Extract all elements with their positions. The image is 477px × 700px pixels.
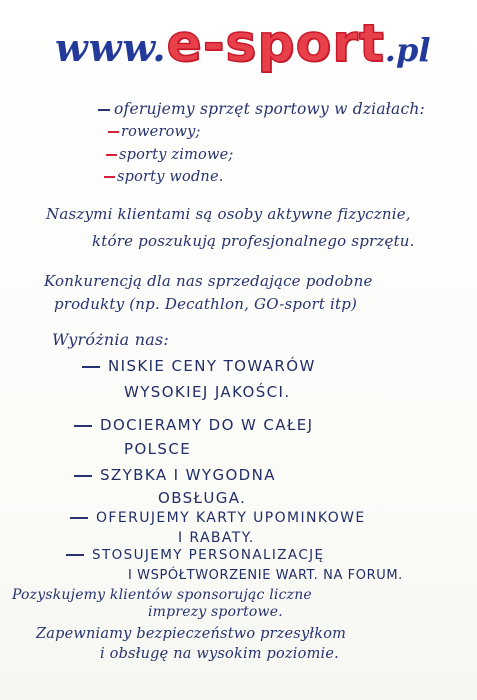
point-2-line-1 [74,416,313,434]
bullet-dash-red [108,131,119,133]
point-5-line-1 [66,547,324,563]
point-2-text-1: DOCIERAMY DO W CAŁEJ [100,416,314,434]
bullet-dash [82,366,100,368]
bullet-dash [70,517,88,519]
point-4-line-2: I RABATY. [178,530,255,546]
point-5-line-2: I WSPÓŁTWORZENIE WART. NA FORUM. [128,568,403,583]
point-3-line-2: OBSŁUGA. [158,489,247,507]
clients-line-2: które poszukują profesjonalnego sprzętu. [92,232,415,250]
competition-line-2: produkty (np. Decathlon, GO-sport itp) [54,295,358,313]
competition-line-1: Konkurencją dla nas sprzedające podobne [44,272,373,290]
point-5-text-1: STOSUJEMY PERSONALIZACJĘ [92,547,325,563]
sponsors-line-2: imprezy sportowe. [148,604,283,620]
point-1-line-1 [82,357,316,375]
offer-item-bikes: rowerowy; [121,124,201,140]
safety-line-2: i obsługę na wysokim poziomie. [100,646,339,662]
offer-intro: oferujemy sprzęt sportowy w działach: [114,100,425,118]
clients-line-1: Naszymi klientami są osoby aktywne fizycznie, [46,205,411,223]
bullet-dash [74,475,92,477]
offer-item-winter: sporty zimowe; [119,147,234,163]
title-www: www. [55,25,167,70]
offer-item [104,169,224,185]
offer-item-water: sporty wodne. [117,169,224,185]
bullet-dash-red [104,176,115,178]
bullet-dash-red [106,154,117,156]
bullet-dash [98,109,110,111]
point-3-line-1 [74,466,276,484]
website-title [55,14,430,84]
bullet-dash [66,554,84,556]
safety-line-1: Zapewniamy bezpieczeństwo przesyłkom [36,626,347,642]
title-brand: e-sport [166,14,385,74]
offer-intro-line [98,100,425,118]
point-1-text-1: NISKIE CENY TOWARÓW [108,357,316,375]
point-3-text-1: SZYBKA I WYGODNA [100,466,276,484]
point-1-line-2: WYSOKIEJ JAKOŚCI. [124,383,291,401]
point-2-line-2: POLSCE [124,440,192,458]
title-tld: .pl [384,31,431,69]
offer-item [108,124,201,140]
bullet-dash [74,425,92,427]
sponsors-line-1: Pozyskujemy klientów sponsorując liczne [12,587,312,603]
point-4-line-1 [70,510,366,526]
distinguishes-heading: Wyróżnia nas: [52,330,169,349]
point-4-text-1: OFERUJEMY KARTY UPOMINKOWE [96,510,366,526]
offer-item [106,147,233,163]
